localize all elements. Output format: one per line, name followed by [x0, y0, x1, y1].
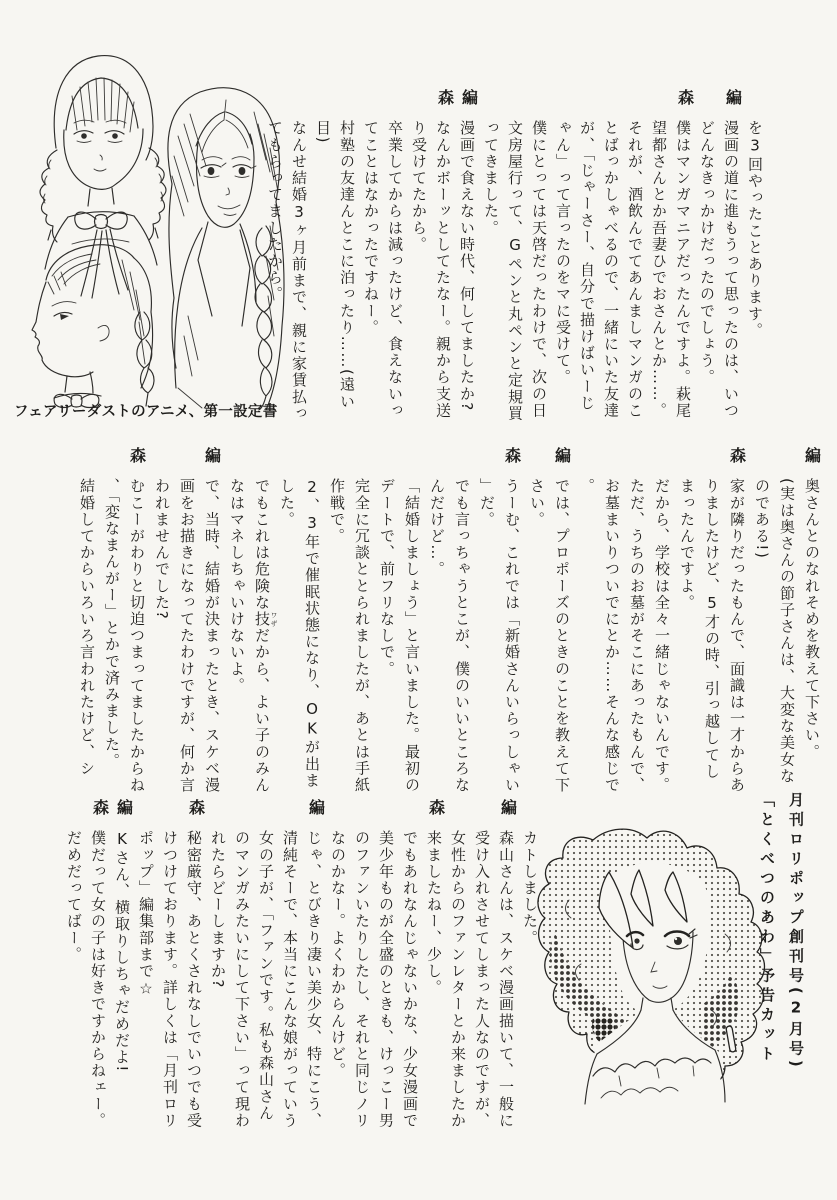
speech-text: 僕だって女の子は好きですからねェー。 だめだってばー。 — [65, 830, 107, 1129]
speech-text: なんかボーッとしてたなー。親から支送り受けてたから。 卒業してからは減ったけど、食えないってことはなかったですねー。 村塾の友達んとこに泊ったり……(遠い目) なんせ結婚3ヶ月前まで、親に家賃払ってもらってましたから。 — [266, 120, 452, 422]
speech-text: を3回やったことあります。 — [746, 120, 764, 339]
sketch-girl-curly-halftone-hair — [535, 814, 775, 1164]
speech-text: 秘密厳守、あとくされなしでいつでも受けつけております。詳しくは「月刊ロリポップ」編集部まで☆ — [137, 830, 203, 1129]
speaker-label: 編 — [804, 446, 821, 465]
speech-text: 漫画で食えない時代、何してましたか? — [458, 120, 476, 412]
speaker-label: 編 — [500, 798, 517, 817]
speech-mori — [479, 88, 695, 422]
cut-caption-line-1: 月刊ロリポップ創刊号(2月号) — [787, 792, 805, 1072]
speech-text: うーむ、これでは「新婚さんいらっしゃい」だ。 でも言っちゃうとこが、僕のいいところなんだけど…。 「結婚しましょう」と言いました。最初のデートで、前フリなしで。 完全に冗談ととられましたが、あとは手紙作戦で。 2、3年で催眠状態になり、OKが出ました。 でもこれは危険な技 ワザだから、よい子のみんなはマネしちゃいけないよ。 — [228, 478, 521, 794]
speaker-label: 森 — [92, 798, 109, 817]
speaker-label: 森 — [129, 446, 146, 465]
speech-editor — [206, 798, 326, 1132]
speaker-label: 編 — [725, 88, 742, 107]
speech-text: 森山さんは、スケベ漫画描いて、一般に受け入れさせてしまった人なのですが、女性からのファンレターとか来ましたか — [449, 830, 515, 1129]
speech-mori — [224, 446, 524, 796]
settei-caption: フェアリーダストのアニメ、第一設定書 — [14, 404, 278, 420]
speaker-label: 森 — [504, 446, 521, 465]
speech-editor — [149, 446, 224, 796]
speech-text: 家が隣りだったもんで、面識は一才からありましたけど、5才の時、引っ越してしまったんですよ。 だから、学校は全々一緒じゃないんです。 ただ、うちのお墓がそこにあったもんで、お墓まいりついでにとか……そんな感じで。 — [578, 478, 746, 794]
cut-caption — [750, 792, 810, 1104]
speaker-label: 森 — [428, 798, 445, 817]
speaker-label: 森 — [188, 798, 205, 817]
speech-editor — [695, 88, 743, 422]
speech-text: では、プロポーズのときのことを教えて下さい。 — [528, 478, 571, 794]
speech-mori — [134, 798, 206, 1132]
sketch-girl-braids-front — [40, 56, 166, 298]
speech-text: 奥さんとのなれそめを教えて下さい。 (実は奥さんの節子さんは、大変な美女なのである!) — [753, 478, 821, 785]
speaker-label: 森 — [729, 446, 746, 465]
speech-text: で、当時、結婚が決まったとき、スケベ漫画をお描きになってたわけですが、何か言われませんでした? — [153, 478, 221, 794]
speaker-label: 編 — [461, 88, 478, 107]
speaker-label: 編 — [204, 446, 221, 465]
speech-mori — [574, 446, 749, 796]
speech-text: むこーがわりと切迫つまってましたからね、「変なまんがー」とかで済みました。 結婚してからいろいろ言われたけど、シ — [78, 478, 146, 794]
sketch-girl-profile-braid — [32, 245, 154, 408]
speech-text: 漫画の道に進もうって思ったのは、いつどんなきっかけだったのでしょう。 — [698, 120, 740, 419]
speech-editor — [110, 798, 134, 1132]
speech-text: 僕はマンガマニアだったんですよ。萩尾望都さんとか吾妻ひでおさんとか……。 それが、酒飲んでてあんましマンガのことばっかしゃべるので、一緒にいた友達が、「じゃーさー、自分で描けばいーじゃん」って言ったのをマに受けて。 僕にとっては天啓だったわけで、次の日文房屋行って、Gペンと丸ペンと定規買ってきました。 — [482, 120, 692, 422]
speech-text: Kさん、横取りしちゃだめだよ! — [113, 830, 131, 1074]
interview-section-2 — [72, 444, 824, 796]
speaker-label: 森 — [677, 88, 694, 107]
speech-text: 来ましたねー、少し。 でもあれなんじゃないかな、少女漫画で美少年ものが全盛のときも、けっこー男のファンいたりしたし、それと同じノリなのかなー。よくわからんけど。 — [329, 830, 443, 1129]
speech-editor — [455, 88, 479, 422]
speech-editor — [749, 446, 824, 796]
speech-editor — [446, 798, 518, 1132]
speech-text: カトしました。 — [521, 830, 539, 947]
interview-section-3 — [58, 796, 542, 1132]
speech-mori — [62, 798, 110, 1132]
speaker-label: 編 — [116, 798, 133, 817]
speech-mori — [263, 88, 455, 422]
speech-mori — [74, 446, 149, 796]
speech-editor — [524, 446, 574, 796]
sketch-character-settei — [2, 16, 302, 410]
speaker-label: 森 — [437, 88, 454, 107]
speech-text: じゃ、とびきり凄い美少女、特にこう、清純そーで、本当にこんな娘がっていう女の子が、「ファンです。私も森山さんのマンガみたいにして下さい」って現われたらどーしますか? — [209, 830, 323, 1129]
speaker-label: 編 — [308, 798, 325, 817]
speech-continuation — [743, 120, 767, 422]
speaker-label: 編 — [554, 446, 571, 465]
interview-section-1 — [261, 86, 767, 422]
cut-caption-line-2: 「とくべつのあわ」予告カット — [758, 792, 776, 1065]
speech-mori — [326, 798, 446, 1132]
